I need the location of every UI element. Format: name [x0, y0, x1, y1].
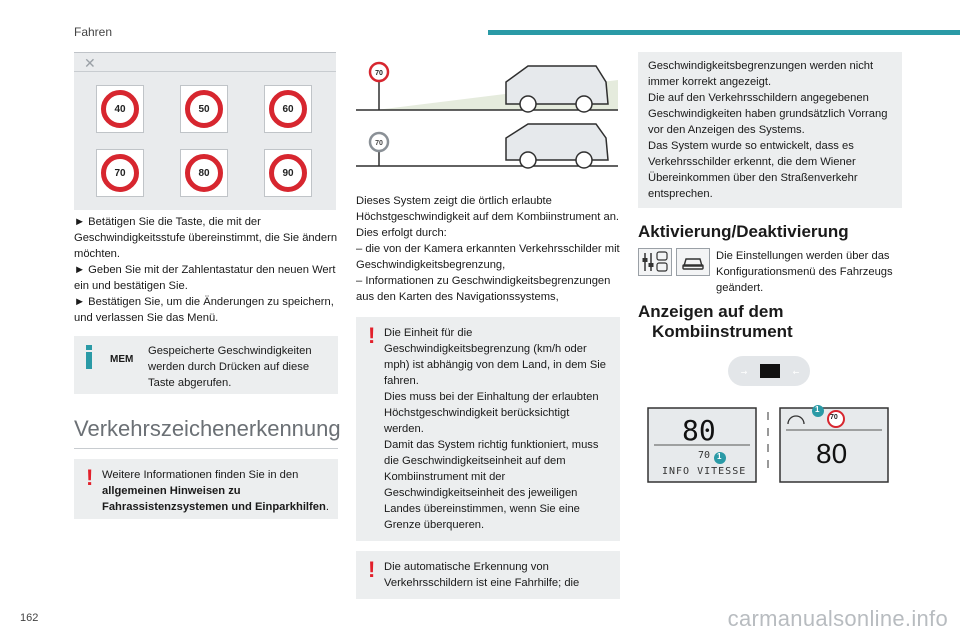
warning-bold: allgemeinen Hinweisen zu Fahrassistenzsystemen und Einparkhilfen — [102, 485, 326, 513]
page-number: 162 — [20, 612, 39, 624]
warning-icon: ! — [86, 465, 94, 490]
column-left — [74, 52, 341, 519]
callout-marker-right: 1 — [815, 405, 820, 414]
cluster-left-speed: 80 — [682, 414, 716, 447]
section-rule — [74, 448, 338, 449]
svg-text:←: ← — [792, 368, 800, 377]
header-title: Fahren — [74, 25, 113, 39]
speed-sign-icon: 50 — [185, 90, 223, 128]
warning-note-units — [356, 317, 620, 541]
cluster-left-small-speed: 70 — [698, 450, 711, 461]
mem-note-text: Gespeicherte Geschwindigkeiten werden durch Drücken auf diese Taste abgerufen. — [148, 345, 312, 389]
activation-text-wrap — [716, 248, 902, 296]
column-middle — [356, 52, 620, 599]
cluster-left-caption: INFO VITESSE — [662, 466, 747, 477]
speed-sign-icon: 80 — [185, 154, 223, 192]
close-icon[interactable]: ✕ — [84, 55, 96, 71]
speed-sign-icon: 70 — [101, 154, 139, 192]
cluster-right-speed: 80 — [816, 438, 848, 469]
instruction-3: ► Bestätigen Sie, um die Änderungen zu speichern, und verlassen Sie das Menü. — [74, 296, 334, 324]
speed-sign-icon: 60 — [269, 90, 307, 128]
sign-bottom-label: 70 — [375, 140, 383, 147]
svg-text:→: → — [740, 368, 748, 377]
speed-tile-6[interactable] — [264, 149, 312, 197]
traffic-sign-illustration — [356, 52, 618, 172]
scene-top — [356, 63, 618, 112]
speed-sign-icon: 40 — [101, 90, 139, 128]
section-title-traffic-sign-recognition: Verkehrszeichenerkennung — [74, 416, 341, 441]
column-right — [638, 52, 902, 484]
cluster-right-sign: 70 — [830, 414, 838, 421]
display-title-line-2: Kombiinstrument — [652, 322, 793, 341]
speed-tile-5[interactable] — [180, 149, 228, 197]
speed-memory-panel — [74, 52, 336, 210]
speed-tile-4[interactable] — [96, 149, 144, 197]
cluster-graphic — [638, 350, 902, 484]
warning-suffix: . — [325, 501, 329, 513]
instruction-1: ► Betätigen Sie die Taste, die mit der Geschwindigkeitsstufe übereinstimmt, die Sie ändern möchten. — [74, 216, 338, 260]
activation-block — [638, 248, 902, 292]
mem-label: MEM — [110, 354, 134, 365]
panel-divider — [74, 71, 336, 72]
display-title-line-1: Anzeigen auf dem — [638, 302, 784, 321]
speed-tile-2[interactable] — [180, 85, 228, 133]
cont-b: Die auf den Verkehrsschildern angegebenen Geschwindigkeiten haben grundsätzlich Vorrang vor den Anzeigen des Systems. — [648, 92, 888, 136]
vehicle-icon — [676, 248, 710, 276]
bullet-camera: – die von der Kamera erkannten Verkehrsschilder mit Geschwindigkeitsbegrenzung, — [356, 243, 620, 271]
warning-icon: ! — [368, 557, 376, 582]
warn-units-a: Die Einheit für die Geschwindigkeitsbegrenzung (km/h oder mph) ist abhängig von dem Land, in dem Sie fahren. — [384, 327, 607, 387]
note-continued — [638, 52, 902, 208]
callout-marker-left: 1 — [717, 452, 722, 461]
speed-sign-icon: 90 — [269, 154, 307, 192]
cont-c: Das System wurde so entwickelt, dass es Verkehrsschilder erkennt, die dem Wiener Übereinkommen über den Straßenverkehr entsprechen. — [648, 140, 858, 200]
instructions — [74, 214, 338, 326]
warning-icon: ! — [368, 323, 376, 348]
speed-tile-3[interactable] — [264, 85, 312, 133]
cont-a: Geschwindigkeitsbegrenzungen werden nicht immer korrekt angezeigt. — [648, 60, 874, 88]
warning-note-recognition — [356, 551, 620, 599]
instruction-2: ► Geben Sie mit der Zahlentastatur den neuen Wert ein und bestätigen Sie. — [74, 264, 336, 292]
info-note-mem — [74, 336, 338, 394]
warn-units-c: Damit das System richtig funktioniert, muss die Geschwindigkeitseinheit auf dem Kombiinstrument mit der Geschwindigkeitseinheit des jeweiligen Landes übereinstimmen, wenn Sie eine Grenze überqueren. — [384, 439, 599, 531]
cluster-illustration — [638, 350, 902, 484]
warning-note-general — [74, 459, 338, 519]
intro-text: Dieses System zeigt die örtlich erlaubte Höchstgeschwindigkeit auf dem Kombiinstrument an. Dies erfolgt durch: — [356, 195, 620, 239]
mem-note-text-wrap — [82, 343, 330, 391]
intro-block — [356, 193, 620, 305]
bullet-navigation: – Informationen zu Geschwindigkeitsbegrenzungen aus den Karten des Navigationssystems, — [356, 275, 611, 303]
warning-prefix: Weitere Informationen finden Sie in den — [102, 469, 299, 481]
speed-tile-1[interactable] — [96, 85, 144, 133]
warn-recognition-text: Die automatische Erkennung von Verkehrsschildern ist eine Fahrhilfe; die — [384, 561, 580, 589]
activation-text: Die Einstellungen werden über das Konfigurationsmenü des Fahrzeugs geändert. — [716, 250, 893, 294]
warn-units-b: Dies muss bei der Einhaltung der erlaubten Höchstgeschwindigkeit berücksichtigt werden. — [384, 391, 599, 435]
watermark: carmanualsonline.info — [727, 606, 948, 631]
header-bar — [488, 30, 960, 35]
activation-title: Aktivierung/Deaktivierung — [638, 222, 849, 241]
scene-bottom — [356, 124, 618, 168]
settings-icon — [638, 248, 672, 276]
sign-top-label: 70 — [375, 70, 383, 77]
